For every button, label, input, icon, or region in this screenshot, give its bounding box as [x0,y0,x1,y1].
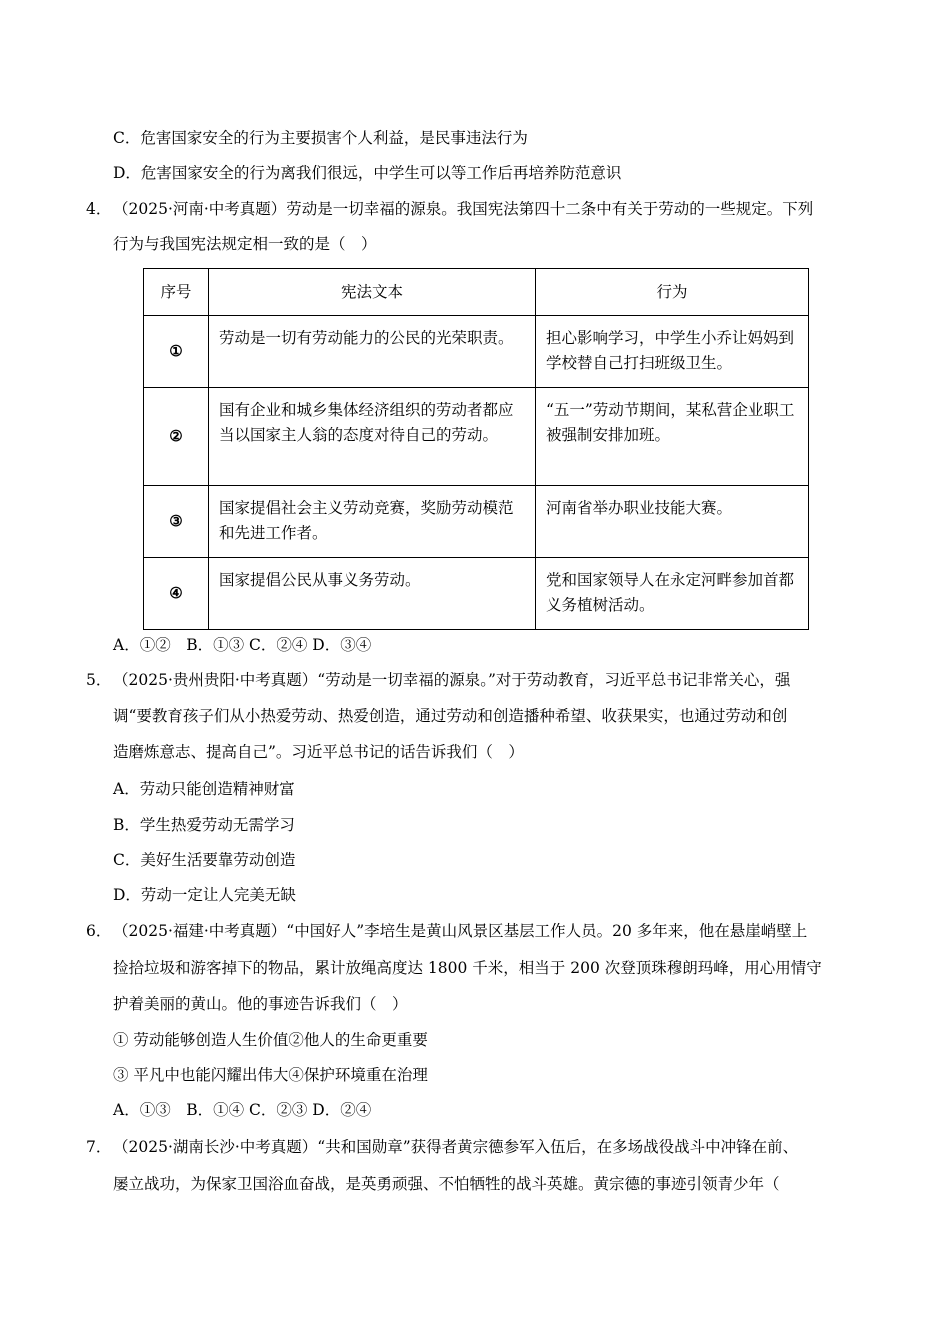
table-row [144,486,809,558]
q5-number: 5． [86,671,112,689]
q7-stem-line2: 屡立战功，为保家卫国浴血奋战，是英勇顽强、不怕牺牲的战斗英雄。黄宗德的事迹引领青少年（ [113,1175,780,1193]
q4-stem-line1: （2025·河南·中考真题）劳动是一切幸福的源泉。我国宪法第四十二条中有关于劳动的一些规定。下列 [113,200,814,218]
q6-stem-line3: 护着美丽的黄山。他的事迹告诉我们（ ） [113,995,408,1013]
q3-option-c: C．危害国家安全的行为主要损害个人利益，是民事违法行为 [113,129,528,147]
header-constitution-text: 宪法文本 [209,269,536,316]
row-constitution-text: 国有企业和城乡集体经济组织的劳动者都应当以国家主人翁的态度对待自己的劳动。 [209,388,536,486]
row-number: ③ [144,486,209,558]
row-number: ④ [144,558,209,630]
row-behavior: 河南省举办职业技能大赛。 [536,486,809,558]
q4-stem-line2: 行为与我国宪法规定相一致的是（ ） [113,235,377,253]
row-constitution-text: 国家提倡公民从事义务劳动。 [209,558,536,630]
row-number: ② [144,388,209,486]
row-number: ① [144,316,209,388]
q7-stem-line1: （2025·湖南长沙·中考真题）“共和国勋章”获得者黄宗德参军入伍后，在多场战役战斗中冲锋在前、 [113,1138,799,1156]
q7-number: 7． [86,1138,112,1156]
q6-item-line1: ① 劳动能够创造人生价值②他人的生命更重要 [113,1031,428,1049]
q4-options: A．①② B．①③ C．②④ D．③④ [113,636,372,654]
q6-options: A．①③ B．①④ C．②③ D．②④ [113,1101,372,1119]
table-row [144,316,809,388]
q5-stem-line3: 造磨炼意志、提高自己”。习近平总书记的话告诉我们（ ） [113,743,524,761]
q3-option-d: D．危害国家安全的行为离我们很远，中学生可以等工作后再培养防范意识 [113,164,622,182]
q5-stem-line2: 调“要教育孩子们从小热爱劳动、热爱创造，通过劳动和创造播种希望、收获果实，也通过劳动和创 [113,707,788,725]
table-row [144,558,809,630]
q5-option-d: D．劳动一定让人完美无缺 [113,886,296,904]
q4-constitution-table [143,268,809,630]
table-header-row [144,269,809,316]
q4-number: 4． [86,200,112,218]
row-behavior: 担心影响学习，中学生小乔让妈妈到学校替自己打扫班级卫生。 [536,316,809,388]
q5-stem-line1: （2025·贵州贵阳·中考真题）“劳动是一切幸福的源泉。”对于劳动教育，习近平总书记非常关心，强 [113,671,791,689]
q5-option-a: A．劳动只能创造精神财富 [113,780,295,798]
q6-number: 6． [86,922,112,940]
q6-stem-line1: （2025·福建·中考真题）“中国好人”李培生是黄山风景区基层工作人员。20 多年来，他在悬崖峭壁上 [113,922,808,940]
row-behavior: 党和国家领导人在永定河畔参加首都义务植树活动。 [536,558,809,630]
row-constitution-text: 劳动是一切有劳动能力的公民的光荣职责。 [209,316,536,388]
q5-option-b: B．学生热爱劳动无需学习 [113,816,295,834]
q6-item-line2: ③ 平凡中也能闪耀出伟大④保护环境重在治理 [113,1066,428,1084]
header-behavior: 行为 [536,269,809,316]
table-row [144,388,809,486]
q6-stem-line2: 捡拾垃圾和游客掉下的物品，累计放绳高度达 1800 千米，相当于 200 次登顶珠穆朗玛峰，用心用情守 [113,959,822,977]
q5-option-c: C．美好生活要靠劳动创造 [113,851,296,869]
header-index: 序号 [144,269,209,316]
row-constitution-text: 国家提倡社会主义劳动竞赛，奖励劳动模范和先进工作者。 [209,486,536,558]
row-behavior: “五一”劳动节期间，某私营企业职工被强制安排加班。 [536,388,809,486]
